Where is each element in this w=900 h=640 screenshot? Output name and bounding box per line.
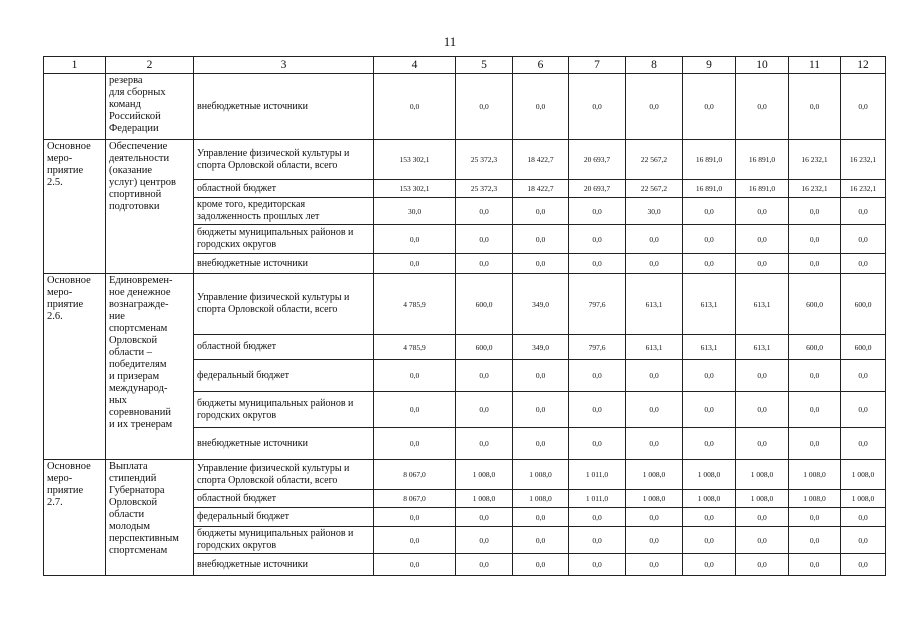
value-cell: 0,0 (569, 74, 626, 140)
value-cell: 0,0 (456, 198, 513, 225)
value-cell: 0,0 (841, 74, 886, 140)
funding-source-cell: Управление физической культуры и спорта Орловской области, всего (194, 140, 374, 180)
value-cell: 0,0 (683, 254, 736, 274)
funding-source-cell: бюджеты муниципальных районов и городских округов (194, 392, 374, 428)
value-cell: 0,0 (374, 254, 456, 274)
value-cell: 0,0 (789, 428, 841, 460)
funding-source-cell: областной бюджет (194, 490, 374, 508)
measure-line: 2.5. (47, 177, 63, 188)
title-line: области (109, 509, 145, 520)
funding-source-cell: федеральный бюджет (194, 360, 374, 392)
value-cell: 0,0 (626, 428, 683, 460)
table-row (44, 274, 886, 335)
table-row (44, 74, 886, 140)
title-line: победителям (109, 359, 167, 370)
title-line: Единовремен- (109, 275, 173, 286)
value-cell: 30,0 (374, 198, 456, 225)
value-cell: 1 008,0 (841, 490, 886, 508)
value-cell: 0,0 (736, 198, 789, 225)
value-cell: 0,0 (513, 508, 569, 527)
funding-source-cell: внебюджетные источники (194, 428, 374, 460)
value-cell: 0,0 (736, 360, 789, 392)
value-cell: 25 372,3 (456, 140, 513, 180)
title-cell (106, 140, 194, 274)
value-cell: 797,6 (569, 274, 626, 335)
value-cell: 153 302,1 (374, 140, 456, 180)
value-cell: 0,0 (626, 360, 683, 392)
title-line: резерва (109, 75, 143, 86)
value-cell: 0,0 (569, 527, 626, 554)
title-line: деятельности (109, 153, 170, 164)
value-cell: 16 232,1 (789, 140, 841, 180)
value-cell: 0,0 (789, 198, 841, 225)
title-line: для сборных (109, 87, 166, 98)
title-line: области – (109, 347, 152, 358)
value-cell: 1 008,0 (683, 460, 736, 490)
value-cell: 0,0 (789, 527, 841, 554)
value-cell: 0,0 (569, 554, 626, 576)
value-cell: 0,0 (789, 360, 841, 392)
title-line: Губернатора (109, 485, 165, 496)
column-header: 8 (626, 57, 683, 74)
value-cell: 0,0 (841, 392, 886, 428)
title-line: спортивной (109, 189, 162, 200)
value-cell: 16 232,1 (789, 180, 841, 198)
value-cell: 1 008,0 (626, 460, 683, 490)
funding-source-cell: кроме того, кредиторская задолженность прошлых лет (194, 198, 374, 225)
value-cell: 0,0 (456, 428, 513, 460)
value-cell: 0,0 (569, 428, 626, 460)
value-cell: 4 785,9 (374, 274, 456, 335)
value-cell: 25 372,3 (456, 180, 513, 198)
measure-line: приятие (47, 165, 84, 176)
value-cell: 600,0 (841, 274, 886, 335)
column-header: 2 (106, 57, 194, 74)
header-row (44, 57, 886, 74)
value-cell: 0,0 (626, 225, 683, 254)
value-cell: 0,0 (374, 225, 456, 254)
funding-source-cell: областной бюджет (194, 180, 374, 198)
title-line: и их тренерам (109, 419, 173, 430)
value-cell: 0,0 (569, 360, 626, 392)
value-cell: 0,0 (841, 508, 886, 527)
value-cell: 0,0 (569, 254, 626, 274)
value-cell: 0,0 (626, 74, 683, 140)
column-header: 6 (513, 57, 569, 74)
value-cell: 0,0 (374, 554, 456, 576)
value-cell: 0,0 (569, 392, 626, 428)
value-cell: 0,0 (736, 527, 789, 554)
value-cell: 0,0 (841, 254, 886, 274)
value-cell: 0,0 (513, 225, 569, 254)
title-line: Российской (109, 111, 161, 122)
value-cell: 0,0 (841, 554, 886, 576)
title-cell (106, 460, 194, 576)
value-cell: 8 067,0 (374, 460, 456, 490)
value-cell: 16 891,0 (736, 180, 789, 198)
column-header: 1 (44, 57, 106, 74)
title-line: перспективным (109, 533, 179, 544)
funding-source-cell: Управление физической культуры и спорта Орловской области, всего (194, 274, 374, 335)
measure-line: Основное (47, 141, 91, 152)
value-cell: 22 567,2 (626, 140, 683, 180)
value-cell: 0,0 (841, 360, 886, 392)
value-cell: 0,0 (374, 428, 456, 460)
value-cell: 613,1 (626, 274, 683, 335)
measure-cell (44, 74, 106, 140)
budget-table (43, 56, 886, 576)
funding-source-cell: внебюджетные источники (194, 254, 374, 274)
value-cell: 0,0 (456, 392, 513, 428)
measure-line: меро- (47, 287, 73, 298)
value-cell: 600,0 (456, 335, 513, 360)
value-cell: 1 008,0 (513, 460, 569, 490)
title-line: стипендий (109, 473, 157, 484)
measure-cell (44, 140, 106, 274)
funding-source-cell: Управление физической культуры и спорта Орловской области, всего (194, 460, 374, 490)
column-header: 10 (736, 57, 789, 74)
value-cell: 0,0 (456, 74, 513, 140)
value-cell: 30,0 (626, 198, 683, 225)
value-cell: 0,0 (683, 527, 736, 554)
value-cell: 0,0 (736, 392, 789, 428)
value-cell: 16 891,0 (683, 140, 736, 180)
value-cell: 613,1 (683, 335, 736, 360)
title-line: Орловской (109, 335, 158, 346)
title-line: (оказание (109, 165, 153, 176)
value-cell: 0,0 (456, 554, 513, 576)
value-cell: 0,0 (683, 508, 736, 527)
value-cell: 153 302,1 (374, 180, 456, 198)
value-cell: 0,0 (374, 392, 456, 428)
funding-source-cell: областной бюджет (194, 335, 374, 360)
value-cell: 1 008,0 (513, 490, 569, 508)
value-cell: 0,0 (374, 74, 456, 140)
value-cell: 20 693,7 (569, 140, 626, 180)
funding-source-cell: бюджеты муниципальных районов и городских округов (194, 225, 374, 254)
value-cell: 0,0 (683, 198, 736, 225)
value-cell: 349,0 (513, 274, 569, 335)
measure-cell (44, 274, 106, 460)
title-line: Выплата (109, 461, 148, 472)
title-line: подготовки (109, 201, 160, 212)
value-cell: 0,0 (736, 254, 789, 274)
value-cell: 600,0 (841, 335, 886, 360)
value-cell: 16 232,1 (841, 180, 886, 198)
value-cell: 0,0 (456, 225, 513, 254)
title-line: услуг) центров (109, 177, 176, 188)
value-cell: 18 422,7 (513, 180, 569, 198)
value-cell: 8 067,0 (374, 490, 456, 508)
value-cell: 1 008,0 (736, 490, 789, 508)
measure-line: Основное (47, 461, 91, 472)
value-cell: 0,0 (683, 225, 736, 254)
value-cell: 0,0 (841, 428, 886, 460)
column-header: 12 (841, 57, 886, 74)
value-cell: 0,0 (569, 508, 626, 527)
title-line: ных (109, 395, 127, 406)
value-cell: 0,0 (789, 254, 841, 274)
value-cell: 797,6 (569, 335, 626, 360)
value-cell: 0,0 (569, 225, 626, 254)
value-cell: 0,0 (841, 198, 886, 225)
value-cell: 0,0 (683, 360, 736, 392)
value-cell: 0,0 (683, 74, 736, 140)
value-cell: 0,0 (513, 527, 569, 554)
value-cell: 0,0 (736, 554, 789, 576)
title-line: ное денежное (109, 287, 171, 298)
value-cell: 0,0 (736, 225, 789, 254)
column-header: 3 (194, 57, 374, 74)
title-line: спортсменам (109, 545, 168, 556)
measure-line: Основное (47, 275, 91, 286)
value-cell: 0,0 (513, 198, 569, 225)
value-cell: 1 011,0 (569, 460, 626, 490)
value-cell: 0,0 (841, 225, 886, 254)
value-cell: 1 011,0 (569, 490, 626, 508)
value-cell: 1 008,0 (736, 460, 789, 490)
measure-line: приятие (47, 299, 84, 310)
value-cell: 0,0 (736, 508, 789, 527)
funding-source-cell: внебюджетные источники (194, 74, 374, 140)
value-cell: 0,0 (513, 554, 569, 576)
value-cell: 600,0 (789, 335, 841, 360)
value-cell: 0,0 (683, 554, 736, 576)
value-cell: 0,0 (626, 554, 683, 576)
value-cell: 0,0 (683, 392, 736, 428)
title-cell (106, 74, 194, 140)
title-line: ние (109, 311, 125, 322)
title-line: команд (109, 99, 141, 110)
measure-line: 2.7. (47, 497, 63, 508)
value-cell: 0,0 (374, 508, 456, 527)
value-cell: 20 693,7 (569, 180, 626, 198)
title-cell (106, 274, 194, 460)
value-cell: 0,0 (626, 508, 683, 527)
value-cell: 0,0 (513, 392, 569, 428)
value-cell: 0,0 (789, 225, 841, 254)
title-line: Обеспечение (109, 141, 168, 152)
measure-cell (44, 460, 106, 576)
title-line: вознагражде- (109, 299, 169, 310)
column-header: 5 (456, 57, 513, 74)
value-cell: 0,0 (789, 74, 841, 140)
value-cell: 0,0 (626, 392, 683, 428)
value-cell: 0,0 (513, 360, 569, 392)
value-cell: 0,0 (513, 74, 569, 140)
measure-line: приятие (47, 485, 84, 496)
value-cell: 600,0 (456, 274, 513, 335)
column-header: 9 (683, 57, 736, 74)
value-cell: 16 232,1 (841, 140, 886, 180)
measure-line: меро- (47, 473, 73, 484)
value-cell: 349,0 (513, 335, 569, 360)
value-cell: 22 567,2 (626, 180, 683, 198)
value-cell: 16 891,0 (683, 180, 736, 198)
value-cell: 613,1 (736, 274, 789, 335)
value-cell: 0,0 (626, 254, 683, 274)
table-row (44, 140, 886, 180)
value-cell: 0,0 (683, 428, 736, 460)
title-line: спортсменам (109, 323, 168, 334)
value-cell: 0,0 (789, 554, 841, 576)
value-cell: 4 785,9 (374, 335, 456, 360)
value-cell: 1 008,0 (789, 490, 841, 508)
value-cell: 613,1 (626, 335, 683, 360)
value-cell: 0,0 (456, 254, 513, 274)
value-cell: 0,0 (513, 254, 569, 274)
value-cell: 1 008,0 (683, 490, 736, 508)
value-cell: 0,0 (374, 527, 456, 554)
value-cell: 0,0 (736, 74, 789, 140)
value-cell: 0,0 (456, 527, 513, 554)
table-body (44, 57, 886, 576)
title-line: и призерам (109, 371, 160, 382)
value-cell: 0,0 (456, 508, 513, 527)
funding-source-cell: бюджеты муниципальных районов и городских округов (194, 527, 374, 554)
value-cell: 0,0 (789, 508, 841, 527)
value-cell: 0,0 (569, 198, 626, 225)
title-line: Федерации (109, 123, 159, 134)
table-row (44, 460, 886, 490)
title-line: соревнований (109, 407, 171, 418)
value-cell: 600,0 (789, 274, 841, 335)
value-cell: 613,1 (683, 274, 736, 335)
value-cell: 0,0 (736, 428, 789, 460)
value-cell: 1 008,0 (841, 460, 886, 490)
value-cell: 0,0 (789, 392, 841, 428)
value-cell: 0,0 (374, 360, 456, 392)
title-line: молодым (109, 521, 150, 532)
value-cell: 1 008,0 (456, 490, 513, 508)
column-header: 4 (374, 57, 456, 74)
title-line: международ- (109, 383, 168, 394)
value-cell: 0,0 (513, 428, 569, 460)
funding-source-cell: федеральный бюджет (194, 508, 374, 527)
column-header: 7 (569, 57, 626, 74)
page-number: 11 (443, 34, 457, 49)
funding-source-cell: внебюджетные источники (194, 554, 374, 576)
measure-line: меро- (47, 153, 73, 164)
value-cell: 18 422,7 (513, 140, 569, 180)
column-header: 11 (789, 57, 841, 74)
value-cell: 0,0 (456, 360, 513, 392)
value-cell: 1 008,0 (789, 460, 841, 490)
value-cell: 0,0 (841, 527, 886, 554)
title-line: Орловской (109, 497, 158, 508)
value-cell: 1 008,0 (456, 460, 513, 490)
value-cell: 1 008,0 (626, 490, 683, 508)
value-cell: 613,1 (736, 335, 789, 360)
value-cell: 16 891,0 (736, 140, 789, 180)
value-cell: 0,0 (626, 527, 683, 554)
measure-line: 2.6. (47, 311, 63, 322)
